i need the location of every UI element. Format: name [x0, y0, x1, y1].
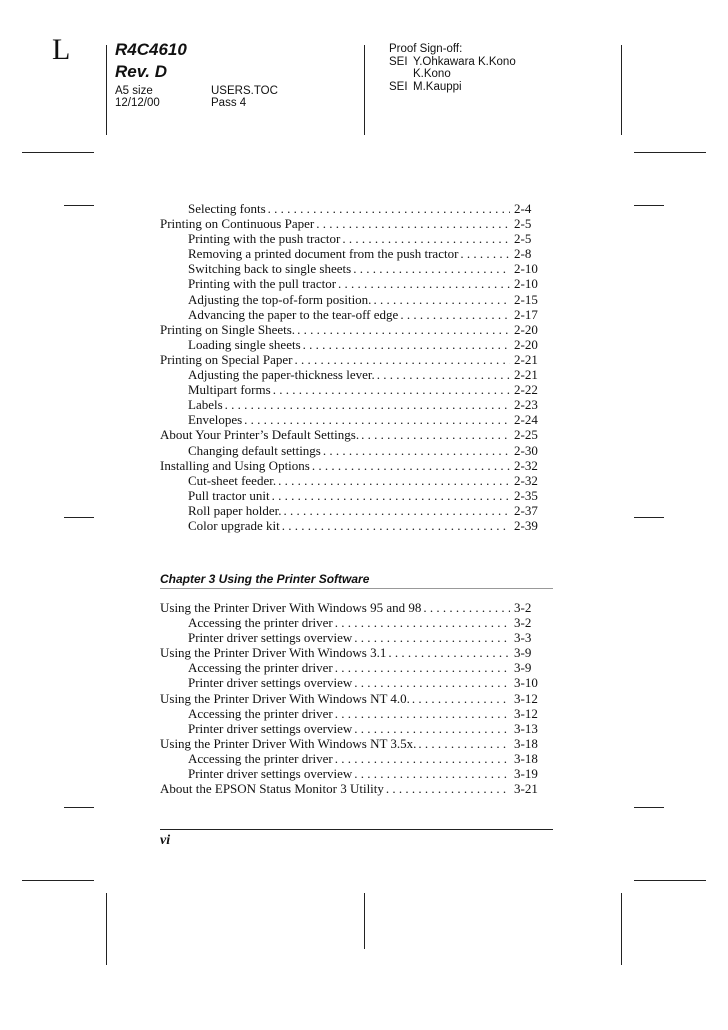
toc-entry-page: 3-2	[514, 600, 532, 615]
toc-entry-page: 3-9	[514, 660, 532, 676]
toc-entry-title: Printer driver settings overview	[188, 766, 353, 782]
toc-entry-title: Color upgrade kit	[188, 517, 280, 533]
toc-entry-page: 3-18	[514, 735, 538, 751]
footer-rule	[160, 829, 553, 830]
chapter-rule	[160, 588, 553, 589]
toc-entry-title: Selecting fonts	[188, 201, 266, 216]
toc-entry	[160, 736, 540, 751]
toc-entry-title: Accessing the printer driver	[188, 660, 333, 676]
toc-entry	[160, 292, 540, 307]
toc-entry	[160, 337, 540, 352]
toc-entry	[160, 503, 540, 518]
toc-leader-dots	[270, 488, 510, 503]
toc-entry	[160, 473, 540, 488]
toc-entry-title: About the EPSON Status Monitor 3 Utility	[160, 781, 384, 797]
toc-leader-dots	[333, 706, 510, 721]
toc-entry	[160, 201, 540, 216]
toc-entry	[160, 518, 540, 533]
toc-entry-page: 2-21	[514, 367, 538, 383]
toc-entry-title: Advancing the paper to the tear-off edge	[188, 306, 399, 322]
toc-entry-page: 3-13	[514, 720, 538, 736]
toc-entry	[160, 675, 540, 690]
toc-entry	[160, 706, 540, 721]
toc-entry	[160, 427, 540, 442]
toc-entry-page: 2-20	[514, 321, 538, 337]
toc-entry-title: Printing with the push tractor	[188, 231, 341, 247]
toc-leader-dots	[266, 201, 510, 216]
toc-entry-page: 2-8	[514, 246, 532, 262]
toc-leader-dots	[351, 261, 510, 276]
toc-leader-dots	[359, 427, 510, 442]
toc-entry-title: Adjusting the top-of-form position.	[188, 291, 372, 307]
toc-entry-page: 2-10	[514, 276, 538, 292]
toc-leader-dots	[280, 518, 510, 533]
toc-entry-page: 2-32	[514, 472, 538, 488]
toc-entry	[160, 630, 540, 645]
toc-entry-title: About Your Printer’s Default Settings.	[160, 427, 360, 443]
toc-entry-page: 2-21	[514, 351, 538, 367]
toc-leader-dots	[333, 615, 510, 630]
toc-entry-page: 2-10	[514, 261, 538, 277]
doc-date: 12/12/00	[115, 97, 160, 109]
toc-leader-dots	[352, 630, 510, 645]
toc-entry	[160, 367, 540, 382]
toc-leader-dots	[416, 736, 510, 751]
toc-entry-title: Switching back to single sheets	[188, 261, 352, 277]
sei-label-2: SEI	[389, 81, 408, 93]
toc-entry-title: Installing and Using Options	[160, 457, 310, 473]
toc-entry	[160, 645, 540, 660]
crop-mark	[106, 893, 107, 965]
toc-entry-title: Printing with the pull tractor	[188, 276, 337, 292]
toc-leader-dots	[371, 292, 510, 307]
toc-entry	[160, 488, 540, 503]
toc-entry-title: Using the Printer Driver With Windows 3.1	[160, 645, 387, 661]
toc-entry-page: 3-21	[514, 781, 538, 797]
toc-leader-dots	[276, 473, 510, 488]
toc-entry-title: Accessing the printer driver	[188, 615, 333, 631]
toc-entry-page: 2-35	[514, 487, 538, 503]
toc-entry	[160, 276, 540, 291]
toc-entry	[160, 443, 540, 458]
toc-entry-page: 3-19	[514, 766, 538, 782]
toc-entry	[160, 322, 540, 337]
toc-entry-page: 2-15	[514, 291, 538, 307]
signer-1: Y.Ohkawara K.Kono	[413, 56, 516, 68]
toc-entry-page: 2-25	[514, 427, 538, 443]
toc-leader-dots	[458, 246, 510, 261]
header-mid-rule	[364, 45, 365, 135]
toc-leader-dots	[282, 503, 510, 518]
header-left-rule	[106, 45, 107, 135]
toc-entry-title: Adjusting the paper-thickness lever.	[188, 367, 375, 383]
toc-entry-page: 2-30	[514, 442, 538, 458]
file-name: USERS.TOC	[211, 85, 278, 97]
toc-leader-dots	[310, 458, 510, 473]
toc-entry-page: 3-2	[514, 615, 532, 631]
toc-leader-dots	[333, 751, 510, 766]
toc-entry	[160, 458, 540, 473]
toc-leader-dots	[223, 397, 510, 412]
toc-section-chapter-2	[160, 201, 540, 533]
toc-leader-dots	[375, 367, 510, 382]
toc-leader-dots	[293, 352, 510, 367]
toc-entry	[160, 691, 540, 706]
toc-entry	[160, 231, 540, 246]
proof-signoff-label: Proof Sign-off:	[389, 43, 463, 55]
signer-2: M.Kauppi	[413, 81, 462, 93]
toc-entry-title: Printer driver settings overview	[188, 675, 353, 691]
toc-leader-dots	[352, 766, 510, 781]
toc-leader-dots	[421, 600, 510, 615]
toc-entry-title: Printing on Continuous Paper	[160, 216, 315, 232]
toc-entry	[160, 600, 540, 615]
crop-mark	[64, 205, 94, 206]
toc-entry	[160, 615, 540, 630]
toc-entry	[160, 382, 540, 397]
toc-leader-dots	[340, 231, 510, 246]
toc-entry	[160, 307, 540, 322]
toc-entry-page: 3-18	[514, 750, 538, 766]
toc-leader-dots	[314, 216, 510, 231]
header-right-rule	[621, 45, 622, 135]
toc-entry	[160, 721, 540, 736]
toc-leader-dots	[352, 675, 510, 690]
toc-leader-dots	[301, 337, 510, 352]
pass-number: Pass 4	[211, 97, 247, 109]
toc-entry-title: Printer driver settings overview	[188, 630, 353, 646]
toc-leader-dots	[321, 443, 510, 458]
toc-entry	[160, 412, 540, 427]
toc-entry-title: Using the Printer Driver With Windows NT 3.5x.	[160, 735, 417, 751]
toc-leader-dots	[336, 276, 510, 291]
toc-entry-page: 3-12	[514, 705, 538, 721]
toc-entry-page: 3-9	[514, 645, 532, 661]
toc-entry-title: Using the Printer Driver With Windows 95 and 98	[160, 600, 422, 615]
signer-1b: K.Kono	[413, 68, 451, 80]
toc-leader-dots	[410, 691, 510, 706]
crop-mark	[621, 893, 622, 965]
toc-entry-title: Multipart forms	[188, 382, 271, 398]
margin-mark: L	[52, 33, 71, 66]
toc-entry-title: Pull tractor unit	[188, 487, 270, 503]
toc-entry-title: Printer driver settings overview	[188, 720, 353, 736]
toc-leader-dots	[242, 412, 510, 427]
toc-entry-title: Printing on Special Paper	[160, 351, 293, 367]
toc-entry	[160, 781, 540, 796]
crop-mark	[364, 893, 365, 949]
toc-entry	[160, 216, 540, 231]
doc-code: R4C4610	[115, 40, 187, 59]
toc-leader-dots	[384, 781, 510, 796]
toc-entry-title: Accessing the printer driver	[188, 750, 333, 766]
crop-mark	[22, 880, 94, 881]
toc-entry-page: 3-12	[514, 690, 538, 706]
doc-revision: Rev. D	[115, 62, 167, 81]
toc-entry-page: 2-20	[514, 336, 538, 352]
toc-entry-title: Using the Printer Driver With Windows NT 4.0.	[160, 690, 410, 706]
crop-mark	[634, 517, 664, 518]
sei-label-1: SEI	[389, 56, 408, 68]
toc-leader-dots	[271, 382, 510, 397]
toc-entry-page: 2-24	[514, 412, 538, 428]
toc-entry-title: Accessing the printer driver	[188, 705, 333, 721]
toc-entry-page: 2-22	[514, 382, 538, 398]
toc-leader-dots	[386, 645, 510, 660]
toc-entry-page: 2-5	[514, 231, 532, 247]
toc-section-chapter-3	[160, 600, 540, 796]
toc-entry-page: 2-17	[514, 306, 538, 322]
paper-size: A5 size	[115, 85, 153, 97]
toc-leader-dots	[295, 322, 510, 337]
crop-mark	[634, 205, 664, 206]
toc-entry-title: Printing on Single Sheets.	[160, 321, 296, 337]
toc-leader-dots	[398, 307, 510, 322]
toc-entry	[160, 766, 540, 781]
toc-entry-title: Labels	[188, 397, 223, 413]
toc-entry-title: Removing a printed document from the push tractor	[188, 246, 459, 262]
crop-mark	[634, 807, 664, 808]
toc-entry	[160, 246, 540, 261]
toc-entry-title: Changing default settings	[188, 442, 321, 458]
toc-entry	[160, 261, 540, 276]
toc-entry-title: Envelopes	[188, 412, 243, 428]
toc-leader-dots	[333, 660, 510, 675]
toc-entry-page: 2-4	[514, 201, 532, 216]
toc-entry	[160, 751, 540, 766]
crop-mark	[634, 152, 706, 153]
toc-entry	[160, 660, 540, 675]
crop-mark	[22, 152, 94, 153]
toc-entry-page: 2-37	[514, 502, 538, 518]
toc-entry	[160, 352, 540, 367]
page-folio: vi	[160, 833, 171, 848]
toc-entry-page: 2-5	[514, 216, 532, 232]
toc-entry-page: 2-32	[514, 457, 538, 473]
toc-entry-page: 3-3	[514, 630, 532, 646]
crop-mark	[634, 880, 706, 881]
toc-entry-title: Loading single sheets	[188, 336, 301, 352]
chapter-heading: Chapter 3 Using the Printer Software	[160, 572, 370, 586]
crop-mark	[64, 517, 94, 518]
toc-entry-page: 2-39	[514, 517, 538, 533]
toc-entry-page: 3-10	[514, 675, 538, 691]
toc-entry-title: Roll paper holder.	[188, 502, 282, 518]
toc-leader-dots	[352, 721, 510, 736]
crop-mark	[64, 807, 94, 808]
toc-entry-title: Cut-sheet feeder.	[188, 472, 277, 488]
toc-entry-page: 2-23	[514, 397, 538, 413]
toc-entry	[160, 397, 540, 412]
